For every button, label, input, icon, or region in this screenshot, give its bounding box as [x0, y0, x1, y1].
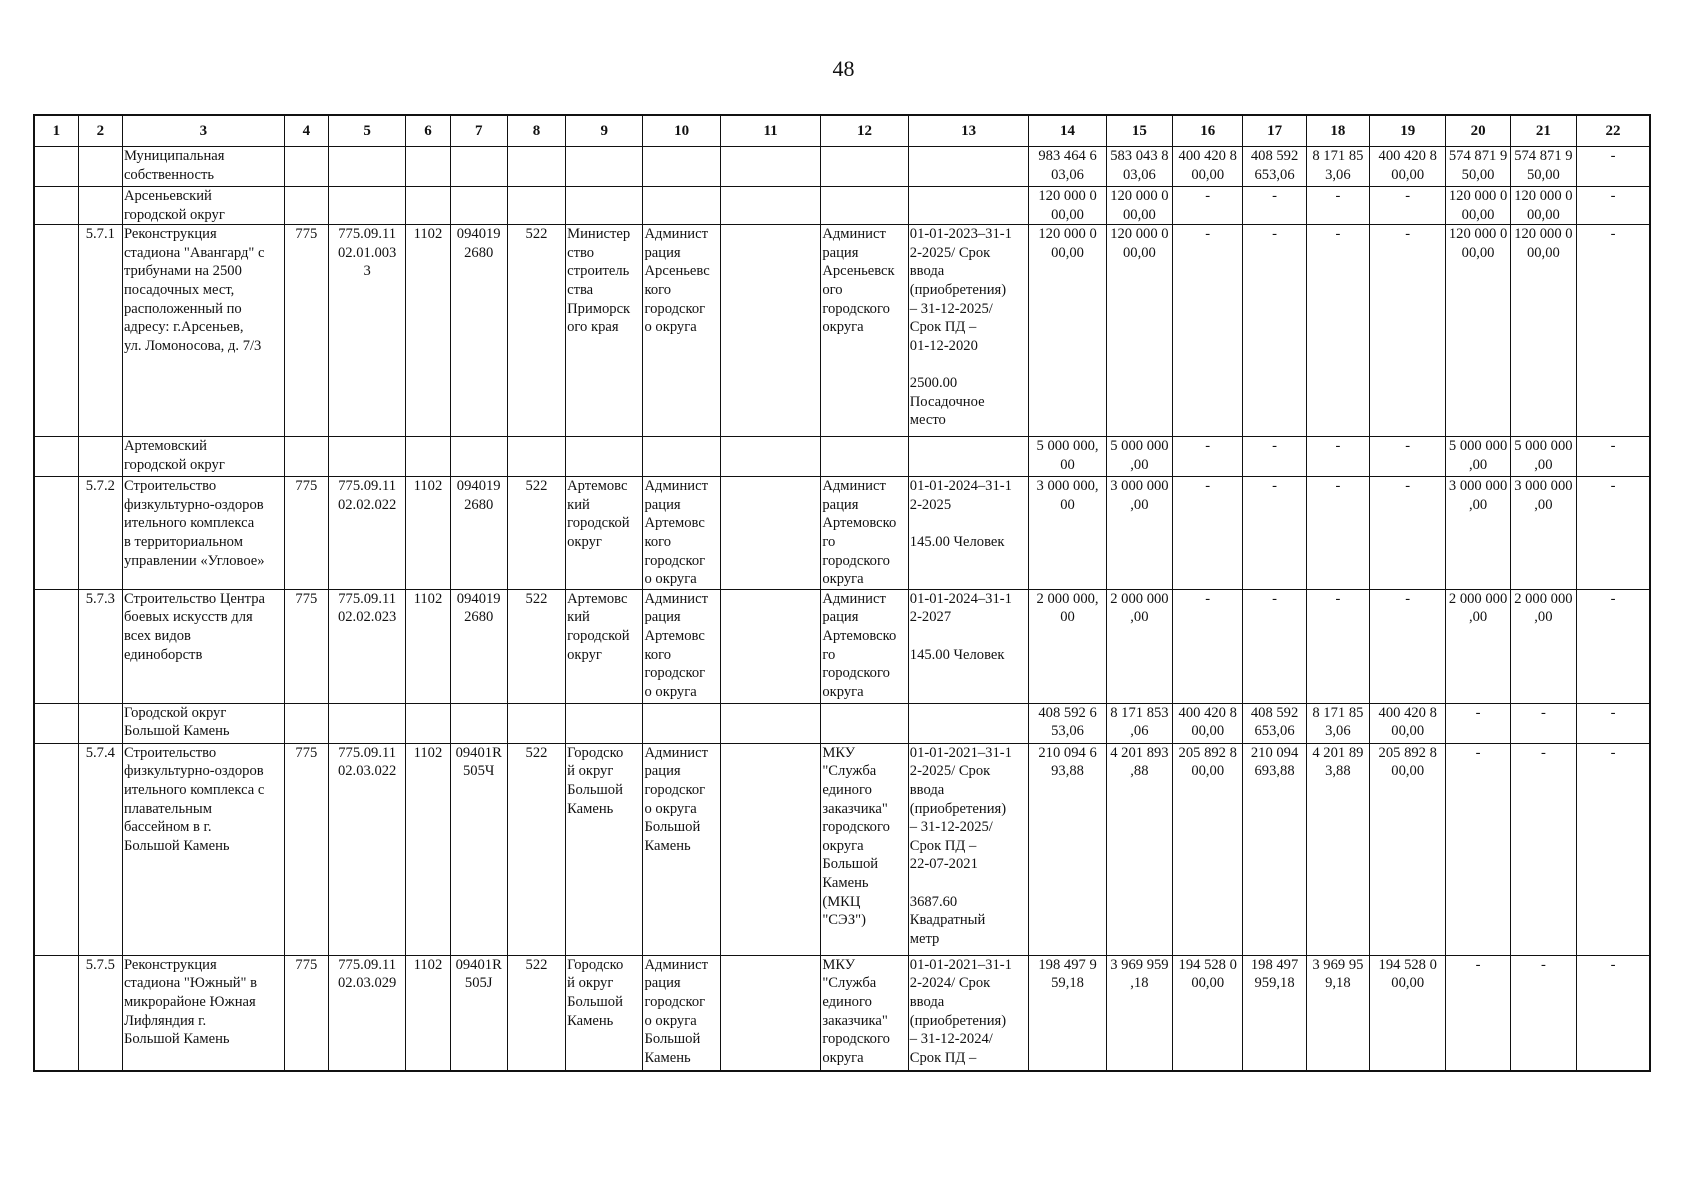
- table-row: [34, 955, 1650, 1071]
- table-cell: [450, 703, 507, 743]
- table-cell: [507, 437, 565, 477]
- table-cell: Админист рация городског о округа Большой Камень: [643, 955, 720, 1071]
- table-cell: 3 000 000 ,00: [1446, 477, 1510, 590]
- column-header: 13: [908, 115, 1029, 147]
- table-cell: [643, 187, 720, 225]
- table-cell: -: [1577, 437, 1650, 477]
- column-header: 14: [1029, 115, 1106, 147]
- table-cell: 094019 2680: [450, 477, 507, 590]
- table-row: [34, 147, 1650, 187]
- table-cell: 09401R 505Ч: [450, 743, 507, 955]
- table-cell: [566, 187, 643, 225]
- table-cell: 775.09.11 02.02.023: [328, 589, 405, 703]
- table-cell: 522: [507, 225, 565, 437]
- table-cell: [643, 437, 720, 477]
- table-cell: -: [1370, 589, 1446, 703]
- column-header: 16: [1173, 115, 1243, 147]
- table-cell: 5 000 000 ,00: [1446, 437, 1510, 477]
- table-cell: 3 969 959 ,18: [1106, 955, 1172, 1071]
- table-cell: 5.7.1: [78, 225, 122, 437]
- table-cell: [450, 187, 507, 225]
- table-cell: Админист рация Артемовско го городского округа: [821, 589, 908, 703]
- table-cell: 120 000 0 00,00: [1510, 187, 1576, 225]
- table-cell: -: [1370, 187, 1446, 225]
- column-header: 15: [1106, 115, 1172, 147]
- table-cell: -: [1577, 187, 1650, 225]
- table-cell: [507, 147, 565, 187]
- table-cell: [450, 437, 507, 477]
- table-cell: -: [1370, 225, 1446, 437]
- table-cell: [78, 437, 122, 477]
- table-cell: 8 171 853 ,06: [1106, 703, 1172, 743]
- column-header: 20: [1446, 115, 1510, 147]
- table-cell: [566, 703, 643, 743]
- table-cell: [34, 147, 78, 187]
- table-cell: Админист рация городског о округа Большой Камень: [643, 743, 720, 955]
- table-cell: -: [1577, 955, 1650, 1071]
- table-cell: 3 000 000 ,00: [1106, 477, 1172, 590]
- table-cell: -: [1306, 477, 1369, 590]
- table-cell: [34, 703, 78, 743]
- table-cell: -: [1173, 225, 1243, 437]
- table-cell: 5 000 000 ,00: [1510, 437, 1576, 477]
- table-cell: 194 528 0 00,00: [1173, 955, 1243, 1071]
- page-number: 48: [832, 56, 855, 81]
- column-header: 4: [284, 115, 328, 147]
- table-cell: 1102: [406, 225, 450, 437]
- table-cell: Арсеньевский городской округ: [122, 187, 284, 225]
- table-cell: -: [1243, 437, 1306, 477]
- table-cell: 8 171 85 3,06: [1306, 147, 1369, 187]
- table-cell: Реконструкция стадиона "Южный" в микрорайоне Южная Лифляндия г. Большой Камень: [122, 955, 284, 1071]
- table-cell: [284, 147, 328, 187]
- table-row: [34, 225, 1650, 437]
- table-cell: Админист рация Арсеньевс кого городског о округа: [643, 225, 720, 437]
- column-header: 1: [34, 115, 78, 147]
- table-cell: -: [1577, 147, 1650, 187]
- table-cell: [720, 589, 820, 703]
- column-header: 9: [566, 115, 643, 147]
- table-cell: -: [1446, 743, 1510, 955]
- table-cell: 210 094 693,88: [1243, 743, 1306, 955]
- table-cell: 205 892 8 00,00: [1173, 743, 1243, 955]
- table-cell: 775.09.11 02.03.022: [328, 743, 405, 955]
- table-cell: 094019 2680: [450, 225, 507, 437]
- column-header: 7: [450, 115, 507, 147]
- table-cell: Админист рация Арсеньевск ого городского округа: [821, 225, 908, 437]
- table-cell: -: [1446, 955, 1510, 1071]
- table-cell: 01-01-2023–31-1 2-2025/ Срок ввода (приобретения) – 31-12-2025/ Срок ПД – 01-12-2020 2500.00 Посадочное место: [908, 225, 1029, 437]
- column-header: 2: [78, 115, 122, 147]
- table-cell: 522: [507, 955, 565, 1071]
- table-cell: 094019 2680: [450, 589, 507, 703]
- table-cell: 400 420 8 00,00: [1370, 147, 1446, 187]
- table-cell: [78, 147, 122, 187]
- table-cell: -: [1173, 187, 1243, 225]
- table-cell: Админист рация Артемовс кого городског о округа: [643, 589, 720, 703]
- table-cell: Артемовский городской округ: [122, 437, 284, 477]
- table-cell: 2 000 000, 00: [1029, 589, 1106, 703]
- table-cell: 574 871 9 50,00: [1446, 147, 1510, 187]
- column-header: 22: [1577, 115, 1650, 147]
- table-cell: 775.09.11 02.03.029: [328, 955, 405, 1071]
- table-cell: [328, 187, 405, 225]
- table-cell: 205 892 8 00,00: [1370, 743, 1446, 955]
- table-cell: 01-01-2021–31-1 2-2025/ Срок ввода (приобретения) – 31-12-2025/ Срок ПД – 22-07-2021 3687.60 Квадратный метр: [908, 743, 1029, 955]
- table-cell: [720, 743, 820, 955]
- table-cell: 408 592 653,06: [1243, 703, 1306, 743]
- column-header: 11: [720, 115, 820, 147]
- table-cell: 1102: [406, 477, 450, 590]
- table-cell: 01-01-2021–31-1 2-2024/ Срок ввода (приобретения) – 31-12-2024/ Срок ПД –: [908, 955, 1029, 1071]
- table-cell: -: [1306, 225, 1369, 437]
- table-cell: -: [1577, 743, 1650, 955]
- table-cell: Муниципальная собственность: [122, 147, 284, 187]
- table-cell: 408 592 6 53,06: [1029, 703, 1106, 743]
- table-cell: 194 528 0 00,00: [1370, 955, 1446, 1071]
- column-header: 6: [406, 115, 450, 147]
- table-cell: Строительство физкультурно-оздоров ительного комплекса в территориальном управлении «Угловое»: [122, 477, 284, 590]
- table-cell: [720, 477, 820, 590]
- table-cell: МКУ "Служба единого заказчика" городского округа: [821, 955, 908, 1071]
- table-cell: Министер ство строитель ства Приморск ого края: [566, 225, 643, 437]
- table-cell: 2 000 000 ,00: [1446, 589, 1510, 703]
- table-cell: 5.7.5: [78, 955, 122, 1071]
- table-cell: -: [1370, 437, 1446, 477]
- table-cell: -: [1577, 477, 1650, 590]
- table-cell: [34, 955, 78, 1071]
- column-header: 5: [328, 115, 405, 147]
- table-cell: 522: [507, 477, 565, 590]
- table-cell: Админист рация Артемовско го городского округа: [821, 477, 908, 590]
- table-cell: [78, 703, 122, 743]
- table-row: [34, 703, 1650, 743]
- table-cell: [328, 437, 405, 477]
- table-cell: 983 464 6 03,06: [1029, 147, 1106, 187]
- table-cell: [821, 437, 908, 477]
- table-cell: 775: [284, 589, 328, 703]
- table-cell: Артемовс кий городской округ: [566, 589, 643, 703]
- table-cell: 583 043 8 03,06: [1106, 147, 1172, 187]
- table-cell: Городско й округ Большой Камень: [566, 743, 643, 955]
- table-cell: [720, 955, 820, 1071]
- table-cell: 01-01-2024–31-1 2-2025 145.00 Человек: [908, 477, 1029, 590]
- table-cell: [720, 703, 820, 743]
- table-cell: 5.7.4: [78, 743, 122, 955]
- table-cell: [720, 437, 820, 477]
- table-cell: Админист рация Артемовс кого городског о округа: [643, 477, 720, 590]
- table-row: [34, 589, 1650, 703]
- table-cell: [406, 703, 450, 743]
- table-cell: 01-01-2024–31-1 2-2027 145.00 Человек: [908, 589, 1029, 703]
- table-cell: [328, 147, 405, 187]
- table-cell: 400 420 8 00,00: [1370, 703, 1446, 743]
- table-body: [34, 147, 1650, 1072]
- table-cell: 2 000 000 ,00: [1106, 589, 1172, 703]
- table-cell: 198 497 959,18: [1243, 955, 1306, 1071]
- table-cell: [507, 703, 565, 743]
- column-header: 8: [507, 115, 565, 147]
- table-cell: 8 171 85 3,06: [1306, 703, 1369, 743]
- table-cell: [720, 147, 820, 187]
- table-row: [34, 187, 1650, 225]
- table-cell: Строительство Центра боевых искусств для всех видов единоборств: [122, 589, 284, 703]
- table-cell: [908, 703, 1029, 743]
- table-cell: Строительство физкультурно-оздоров ительного комплекса с плавательным бассейном в г. Большой Камень: [122, 743, 284, 955]
- budget-table: [33, 114, 1651, 1072]
- table-cell: -: [1306, 589, 1369, 703]
- table-cell: [328, 703, 405, 743]
- table-cell: [34, 589, 78, 703]
- table-cell: [643, 147, 720, 187]
- table-cell: [908, 147, 1029, 187]
- table-cell: [406, 187, 450, 225]
- table-cell: [450, 147, 507, 187]
- table-cell: [643, 703, 720, 743]
- table-cell: [821, 703, 908, 743]
- table-cell: -: [1173, 477, 1243, 590]
- table-cell: -: [1510, 955, 1576, 1071]
- table-cell: 775: [284, 225, 328, 437]
- table-cell: 400 420 8 00,00: [1173, 147, 1243, 187]
- column-header: 10: [643, 115, 720, 147]
- table-cell: -: [1577, 589, 1650, 703]
- table-cell: Городско й округ Большой Камень: [566, 955, 643, 1071]
- table-cell: 775: [284, 955, 328, 1071]
- column-header: 3: [122, 115, 284, 147]
- table-cell: 522: [507, 589, 565, 703]
- table-cell: -: [1243, 589, 1306, 703]
- table-cell: 775: [284, 477, 328, 590]
- table-cell: 120 000 0 00,00: [1510, 225, 1576, 437]
- table-cell: 210 094 6 93,88: [1029, 743, 1106, 955]
- table-cell: 5 000 000, 00: [1029, 437, 1106, 477]
- table-cell: 120 000 0 00,00: [1446, 187, 1510, 225]
- table-cell: 3 000 000, 00: [1029, 477, 1106, 590]
- table-cell: -: [1577, 703, 1650, 743]
- table-cell: [284, 437, 328, 477]
- table-cell: 120 000 0 00,00: [1029, 225, 1106, 437]
- table-cell: [821, 187, 908, 225]
- table-cell: [720, 225, 820, 437]
- table-header-row: [34, 115, 1650, 147]
- table-cell: 775.09.11 02.01.003 3: [328, 225, 405, 437]
- table-cell: [34, 743, 78, 955]
- table-cell: 5 000 000 ,00: [1106, 437, 1172, 477]
- table-cell: 775: [284, 743, 328, 955]
- table-cell: [908, 187, 1029, 225]
- table-cell: 120 000 0 00,00: [1029, 187, 1106, 225]
- table-cell: -: [1510, 743, 1576, 955]
- table-row: [34, 437, 1650, 477]
- table-cell: -: [1173, 589, 1243, 703]
- column-header: 17: [1243, 115, 1306, 147]
- table-cell: -: [1446, 703, 1510, 743]
- table-cell: -: [1370, 477, 1446, 590]
- table-cell: -: [1173, 437, 1243, 477]
- table-cell: [507, 187, 565, 225]
- table-cell: -: [1243, 187, 1306, 225]
- table-cell: [34, 477, 78, 590]
- table-cell: [720, 187, 820, 225]
- table-cell: 5.7.2: [78, 477, 122, 590]
- table-cell: 4 201 89 3,88: [1306, 743, 1369, 955]
- table-cell: 522: [507, 743, 565, 955]
- table-cell: 3 000 000 ,00: [1510, 477, 1576, 590]
- table-cell: 775.09.11 02.02.022: [328, 477, 405, 590]
- table-cell: 09401R 505J: [450, 955, 507, 1071]
- column-header: 19: [1370, 115, 1446, 147]
- table-cell: 5.7.3: [78, 589, 122, 703]
- table-cell: [406, 437, 450, 477]
- table-cell: -: [1306, 187, 1369, 225]
- table-cell: -: [1510, 703, 1576, 743]
- table-cell: [566, 147, 643, 187]
- table-cell: 400 420 8 00,00: [1173, 703, 1243, 743]
- table-cell: 120 000 0 00,00: [1106, 187, 1172, 225]
- column-header: 21: [1510, 115, 1576, 147]
- table-cell: [284, 703, 328, 743]
- table-cell: [566, 437, 643, 477]
- table-cell: -: [1306, 437, 1369, 477]
- table-cell: [34, 187, 78, 225]
- table-cell: Городской округ Большой Камень: [122, 703, 284, 743]
- table-cell: -: [1577, 225, 1650, 437]
- table-cell: [908, 437, 1029, 477]
- table-cell: 1102: [406, 589, 450, 703]
- table-row: [34, 477, 1650, 590]
- table-cell: 4 201 893 ,88: [1106, 743, 1172, 955]
- table-cell: -: [1243, 477, 1306, 590]
- table-cell: 2 000 000 ,00: [1510, 589, 1576, 703]
- table-cell: [78, 187, 122, 225]
- table-cell: [284, 187, 328, 225]
- table-cell: МКУ "Служба единого заказчика" городского округа Большой Камень (МКЦ "СЭЗ"): [821, 743, 908, 955]
- table-cell: 120 000 0 00,00: [1106, 225, 1172, 437]
- table-cell: Реконструкция стадиона "Авангард" с трибунами на 2500 посадочных мест, расположенный по адресу: г.Арсеньев, ул. Ломоносова, д. 7/3: [122, 225, 284, 437]
- table-cell: 120 000 0 00,00: [1446, 225, 1510, 437]
- table-cell: -: [1243, 225, 1306, 437]
- table-cell: [34, 437, 78, 477]
- table-cell: Артемовс кий городской округ: [566, 477, 643, 590]
- table-cell: [406, 147, 450, 187]
- column-header: 18: [1306, 115, 1369, 147]
- table-cell: [821, 147, 908, 187]
- table-cell: 1102: [406, 955, 450, 1071]
- column-header: 12: [821, 115, 908, 147]
- table-cell: 574 871 9 50,00: [1510, 147, 1576, 187]
- table-cell: [34, 225, 78, 437]
- table-cell: 408 592 653,06: [1243, 147, 1306, 187]
- table-cell: 3 969 95 9,18: [1306, 955, 1369, 1071]
- table-cell: 1102: [406, 743, 450, 955]
- table-row: [34, 743, 1650, 955]
- table-cell: 198 497 9 59,18: [1029, 955, 1106, 1071]
